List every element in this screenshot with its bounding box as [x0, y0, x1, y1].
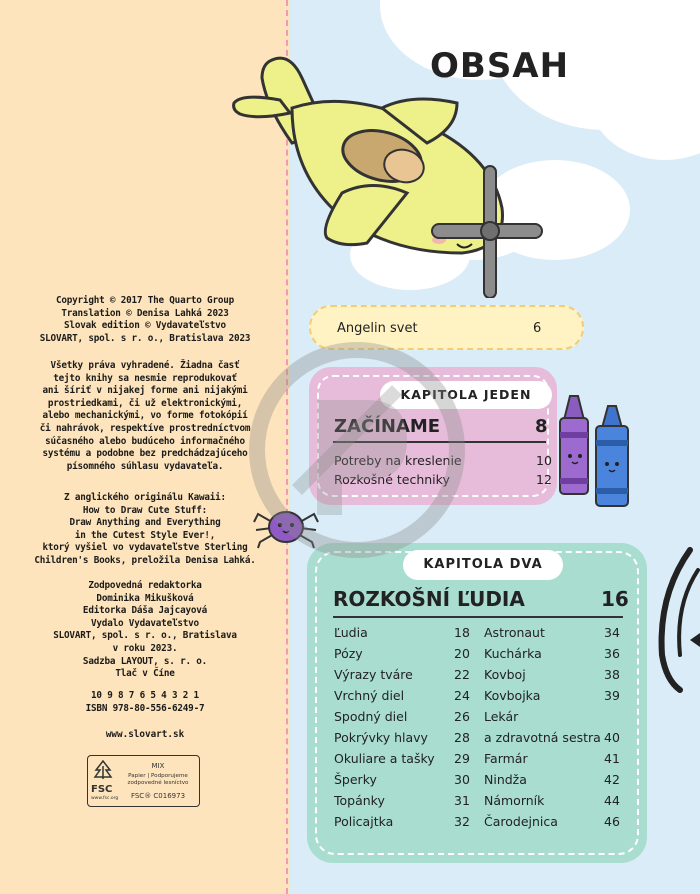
- toc-entry-title[interactable]: Policajtka: [334, 814, 394, 829]
- toc-entry-page: 40: [604, 730, 620, 745]
- toc-entry-page: 12: [536, 472, 552, 487]
- credit-line: súčasného alebo budúceho informačného: [45, 435, 245, 447]
- credit-line: Slovak edition © Vydavateľstvo: [64, 320, 226, 332]
- publisher-website[interactable]: www.slovart.sk: [105, 729, 185, 740]
- credit-line: Z anglického originálu Kawaii:: [64, 492, 226, 503]
- credit-line: SLOVART, spol. s r. o., Bratislava 2023: [39, 332, 251, 344]
- fsc-paper-line: Papier | Podporujeme: [128, 773, 188, 779]
- original-title-block: [10, 492, 280, 568]
- fsc-tree-icon: [92, 760, 114, 780]
- chapter-one-label: KAPITOLA JEDEN: [380, 381, 552, 409]
- fsc-paper: [120, 773, 196, 787]
- toc-entry-title[interactable]: Kovboj: [484, 667, 526, 682]
- toc-entry-title[interactable]: Topánky: [334, 793, 385, 808]
- credit-line: prostriedkami, či už elektronickými,: [47, 397, 243, 409]
- toc-entry-title[interactable]: Nindža: [484, 772, 527, 787]
- credit-line: Sadzba LAYOUT, s. r. o.: [82, 655, 208, 667]
- watermark-icon: [247, 340, 467, 560]
- toc-entry-title[interactable]: Kuchárka: [484, 646, 542, 661]
- toc-entry-page: 36: [604, 646, 620, 661]
- toc-entry-page: 39: [604, 688, 620, 703]
- toc-entry-title[interactable]: Šperky: [334, 772, 377, 787]
- chapter-one-page: 8: [535, 416, 548, 437]
- credit-line: Children's Books, preložila Denisa Lahká.: [34, 554, 256, 566]
- rights-block: [10, 360, 280, 473]
- toc-entry-page: 18: [454, 625, 470, 640]
- credit-line: v roku 2023.: [112, 642, 178, 654]
- credit-line: alebo mechanickými, vo forme fotokópií: [42, 410, 248, 422]
- toc-entry-page: 26: [454, 709, 470, 724]
- toc-entry-title[interactable]: a zdravotná sestra: [484, 730, 601, 745]
- toc-entry-page: 38: [604, 667, 620, 682]
- chapter-two-title[interactable]: ROZKOŠNÍ ĽUDIA: [333, 587, 525, 611]
- toc-entry-page: 42: [604, 772, 620, 787]
- copyright-block: [10, 295, 280, 345]
- intro-page: 6: [533, 321, 542, 336]
- editorial-block: [10, 580, 280, 681]
- print-run: 10 9 8 7 6 5 4 3 2 1: [91, 690, 199, 701]
- toc-entry-page: 41: [604, 751, 620, 766]
- toc-entry-title[interactable]: Pózy: [334, 646, 363, 661]
- credit-line: Tlač v Číne: [115, 668, 175, 680]
- credit-line: in the Cutest Style Ever!,: [74, 529, 216, 541]
- toc-entry-page: 46: [604, 814, 620, 829]
- toc-entry-title[interactable]: Pokrývky hlavy: [334, 730, 428, 745]
- credit-line: Zodpovedná redaktorka: [88, 580, 202, 591]
- chapter-two-rule: [333, 616, 623, 618]
- page-title: OBSAH: [430, 46, 570, 86]
- toc-entry-title[interactable]: Čarodejnica: [484, 814, 558, 829]
- toc-entry-page: 28: [454, 730, 470, 745]
- toc-entry-title[interactable]: Vrchný diel: [334, 688, 405, 703]
- toc-entry-title[interactable]: Astronaut: [484, 625, 545, 640]
- toc-entry-page: 22: [454, 667, 470, 682]
- fsc-label: FSC: [91, 784, 113, 795]
- toc-entry-page: 20: [454, 646, 470, 661]
- fsc-logo: [87, 755, 200, 807]
- intro-title: Angelin svet: [337, 321, 418, 336]
- toc-entry-page: 31: [454, 793, 470, 808]
- toc-entry-page: 32: [454, 814, 470, 829]
- credit-line: Všetky práva vyhradené. Žiadna časť: [50, 360, 240, 371]
- toc-entry-title[interactable]: Ľudia: [334, 625, 368, 640]
- credit-line: ani šíriť v nijakej forme ani nijakými: [42, 385, 248, 397]
- fsc-paper-line: zodpovedné lesníctvo: [127, 780, 189, 786]
- toc-entry-title[interactable]: Námorník: [484, 793, 545, 808]
- chapter-two-page: 16: [601, 587, 629, 611]
- toc-entry-title[interactable]: Výrazy tváre: [334, 667, 413, 682]
- toc-entry-title[interactable]: Rozkošné techniky: [334, 472, 450, 487]
- credit-line: SLOVART, spol. s r. o., Bratislava: [53, 630, 237, 642]
- toc-entry-page: 34: [604, 625, 620, 640]
- isbn-block: [10, 690, 280, 715]
- credit-line: Dominika Mikušková: [96, 592, 194, 604]
- credit-line: Vydalo Vydavateľstvo: [91, 617, 199, 629]
- credit-line: systému a podobne bez predchádzajúceho: [42, 448, 248, 460]
- fsc-code: FSC® C016973: [130, 792, 186, 800]
- credit-line: Copyright © 2017 The Quarto Group: [55, 295, 235, 306]
- credit-line: Editorka Dáša Jajcayová: [82, 605, 208, 617]
- fsc-url: www.fsc.org: [91, 796, 119, 801]
- isbn: ISBN 978-80-556-6249-7: [85, 702, 205, 714]
- chapter-one-title[interactable]: ZAČÍNAME: [334, 416, 441, 437]
- toc-entry-page: 29: [454, 751, 470, 766]
- credit-line: tejto knihy sa nesmie reprodukovať: [53, 372, 237, 384]
- toc-entry-title[interactable]: Lekár: [484, 709, 519, 724]
- toc-entry-page: 10: [536, 453, 552, 468]
- toc-entry-title[interactable]: Potreby na kreslenie: [334, 453, 462, 468]
- toc-entry-title[interactable]: Okuliare a tašky: [334, 751, 435, 766]
- toc-entry-title[interactable]: Farmár: [484, 751, 528, 766]
- toc-entry-title[interactable]: Kovbojka: [484, 688, 541, 703]
- credit-line: písomného súhlasu vydavateľa.: [66, 460, 224, 472]
- fsc-mix: MIX: [151, 762, 165, 770]
- credit-line: Draw Anything and Everything: [69, 517, 221, 529]
- chapter-two-label: KAPITOLA DVA: [403, 550, 563, 580]
- toc-entry-page: 24: [454, 688, 470, 703]
- crayons-illustration: [556, 392, 642, 510]
- toc-entry-page: 44: [604, 793, 620, 808]
- toc-entry-title[interactable]: Spodný diel: [334, 709, 408, 724]
- toc-entry-page: 30: [454, 772, 470, 787]
- credit-line: Translation © Denisa Lahká 2023: [61, 307, 229, 319]
- credit-line: How to Draw Cute Stuff:: [82, 504, 208, 516]
- credit-line: či nahrávok, respektíve prostredníctvom: [39, 422, 251, 434]
- credit-line: ktorý vyšiel vo vydavateľstve Sterling: [42, 542, 248, 554]
- partial-character-illustration: [650, 545, 700, 695]
